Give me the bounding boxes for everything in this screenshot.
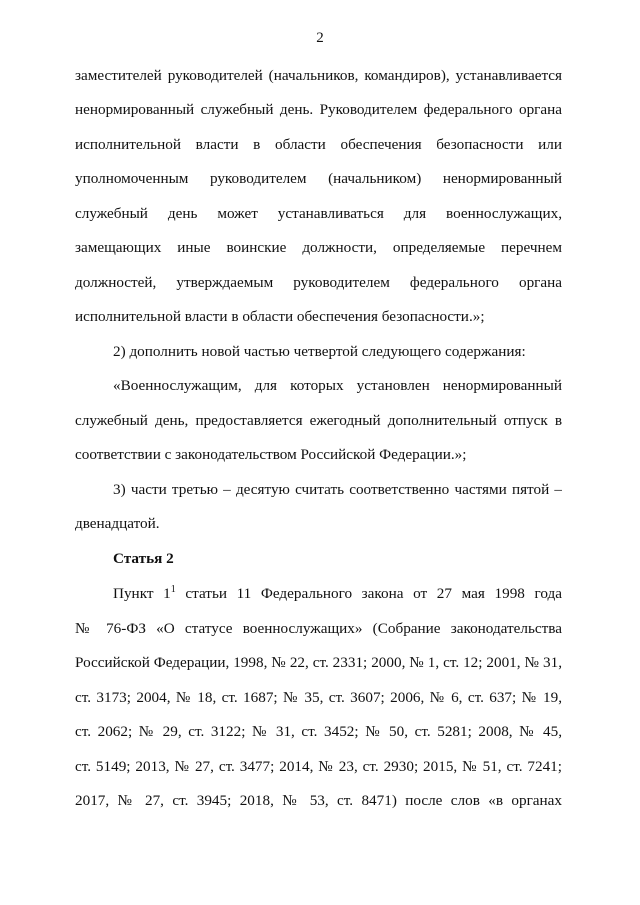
text-line: № 76-ФЗ «О статусе военнослужащих» (Собрание законодательства xyxy=(75,620,562,637)
text-line: уполномоченным руководителем (начальником) ненормированный xyxy=(75,170,562,187)
text-line: должностей, утверждаемым руководителем федерального органа xyxy=(75,274,562,291)
text-line: заместителей руководителей (начальников, командиров), устанавливается xyxy=(75,67,562,84)
text-line: ненормированный служебный день. Руководителем федерального органа xyxy=(75,101,562,118)
page-number: 2 xyxy=(316,30,324,46)
text-line: «Военнослужащим, для которых установлен ненормированный xyxy=(113,377,562,394)
text-line: 2) дополнить новой частью четвертой следующего содержания: xyxy=(113,343,526,360)
text-line: соответствии с законодательством Российской Федерации.»; xyxy=(75,446,467,463)
text-line: двенадцатой. xyxy=(75,515,160,532)
text-line: служебный день может устанавливаться для военнослужащих, xyxy=(75,205,562,222)
text-line xyxy=(113,584,562,604)
text-line: служебный день, предоставляется ежегодный дополнительный отпуск в xyxy=(75,412,562,429)
article-heading: Статья 2 xyxy=(113,550,174,567)
text-line: ст. 2062; № 29, ст. 3122; № 31, ст. 3452; № 50, ст. 5281; 2008, № 45, xyxy=(75,723,562,740)
text-line: ст. 5149; 2013, № 27, ст. 3477; 2014, № 23, ст. 2930; 2015, № 51, ст. 7241; xyxy=(75,758,562,775)
text-line: исполнительной власти в области обеспечения безопасности.»; xyxy=(75,308,485,325)
text-line: исполнительной власти в области обеспечения безопасности или xyxy=(75,136,562,153)
text-fragment: Пункт 1 xyxy=(113,585,171,602)
text-line: Российской Федерации, 1998, № 22, ст. 2331; 2000, № 1, ст. 12; 2001, № 31, xyxy=(75,654,562,671)
text-line: замещающих иные воинские должности, определяемые перечнем xyxy=(75,239,562,256)
text-line: 2017, № 27, ст. 3945; 2018, № 53, ст. 8471) после слов «в органах xyxy=(75,792,562,809)
text-line: 3) части третью – десятую считать соответственно частями пятой – xyxy=(113,481,562,498)
superscript: 1 xyxy=(170,584,176,595)
text-fragment: статьи 11 Федерального закона от 27 мая 1998 года xyxy=(175,585,562,602)
text-line: ст. 3173; 2004, № 18, ст. 1687; № 35, ст. 3607; 2006, № 6, ст. 637; № 19, xyxy=(75,689,562,706)
